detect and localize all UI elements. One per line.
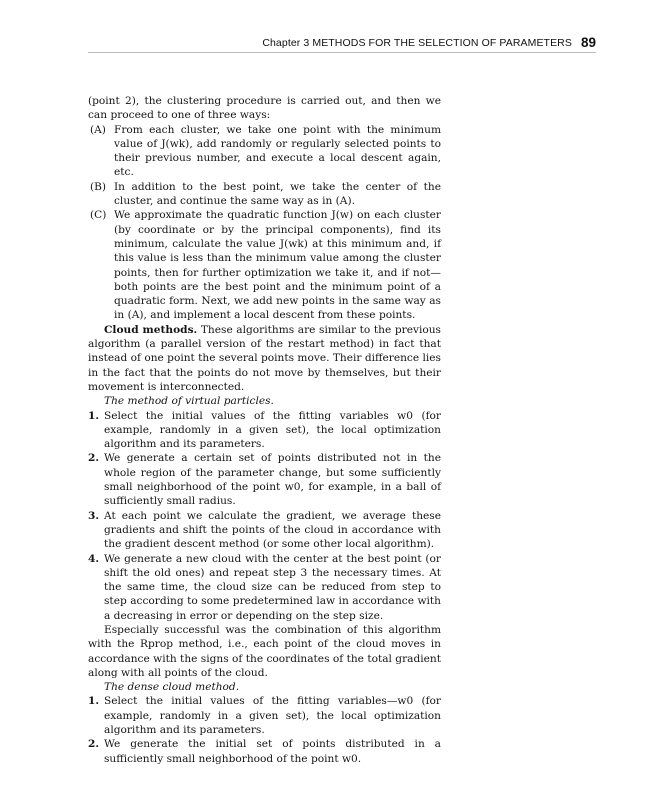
virtual-step-1: [88, 409, 441, 452]
step-text: We generate a new cloud with the center at the best point (or shift the old ones) and repeat step 3 the necessary times. At the same time, the cloud size can be reduced from step to step according to some predetermined law in accordance with a decreasing in error or depending on the step size.: [104, 552, 441, 622]
virtual-step-3: [88, 509, 441, 552]
step-number: 1.: [88, 409, 100, 422]
step-text: Select the initial values of the fitting variables w0 (for example, randomly in a given set), the local optimization algorithm and its parameters.: [104, 409, 441, 451]
virtual-step-2: [88, 451, 441, 508]
step-text: We generate a certain set of points distributed not in the whole region of the parameter change, but some sufficiently small neighborhood of the point w0, for example, in a ball of sufficiently small radius.: [104, 452, 441, 508]
way-label: (B): [90, 180, 107, 193]
dense-step-1: [88, 694, 441, 737]
step-text: We generate the initial set of points distributed in a sufficiently small neighborhood of the point w0.: [104, 738, 441, 765]
way-text: From each cluster, we take one point with the minimum value of J(wk), add randomly or regularly selected points to their previous number, and execute a local descent again, etc.: [114, 123, 441, 179]
step-text: At each point we calculate the gradient, we average these gradients and shift the points of the cloud in accordance with the gradient descent method (or some other local algorithm).: [104, 509, 441, 551]
way-item-b: [88, 180, 441, 209]
step-number: 1.: [88, 695, 100, 708]
cloud-methods-paragraph: [88, 323, 441, 394]
way-text: We approximate the quadratic function J(w) on each cluster (by coordinate or by the principal components), find its minimum, calculate the value J(wk) at this minimum and, if this value is less than the minimum value among the cluster points, then for further optimization we take it, and if not—both points are the best point and the minimum point of a quadratic form. Next, we add new points in the same way as in (A), and implement a local descent from these points.: [114, 209, 441, 322]
dense-cloud-title: The dense cloud method.: [104, 681, 240, 694]
dense-step-2: [88, 737, 441, 766]
way-item-a: [88, 123, 441, 180]
step-number: 2.: [88, 738, 100, 751]
rprop-paragraph: Especially successful was the combination of this algorithm with the Rprop method, i.e., each point of the cloud moves in accordance with the signs of the coordinates of the total gradient along with all points of the cloud.: [88, 623, 441, 679]
step-number: 3.: [88, 509, 100, 522]
chapter-title: Chapter 3 METHODS FOR THE SELECTION OF PARAMETERS: [262, 36, 572, 49]
virtual-particles-title: The method of virtual particles.: [104, 395, 274, 408]
way-item-c: [88, 208, 441, 322]
step-number: 4.: [88, 552, 100, 565]
way-label: (C): [90, 209, 107, 222]
virtual-step-4: [88, 552, 441, 623]
body-text: [88, 94, 441, 766]
running-header: [88, 34, 596, 52]
cloud-methods-lead: Cloud methods.: [104, 323, 198, 336]
header-rule: [88, 52, 596, 53]
step-number: 2.: [88, 452, 100, 465]
intro-paragraph: (point 2), the clustering procedure is carried out, and then we can proceed to one of three ways:: [88, 95, 441, 122]
step-text: Select the initial values of the fitting variables—w0 (for example, randomly in a given set), the local optimization algorithm and its parameters.: [104, 695, 441, 737]
cloud-methods-text: These algorithms are similar to the previous algorithm (a parallel version of the restart method) in fact that instead of one point the several points move. Their difference lies in the fact that the points do not move by themselves, but their movement is interconnected.: [88, 323, 441, 393]
way-text: In addition to the best point, we take the center of the cluster, and continue the same way as in (A).: [114, 180, 441, 208]
page-number: 89: [580, 35, 596, 51]
way-label: (A): [90, 123, 106, 136]
